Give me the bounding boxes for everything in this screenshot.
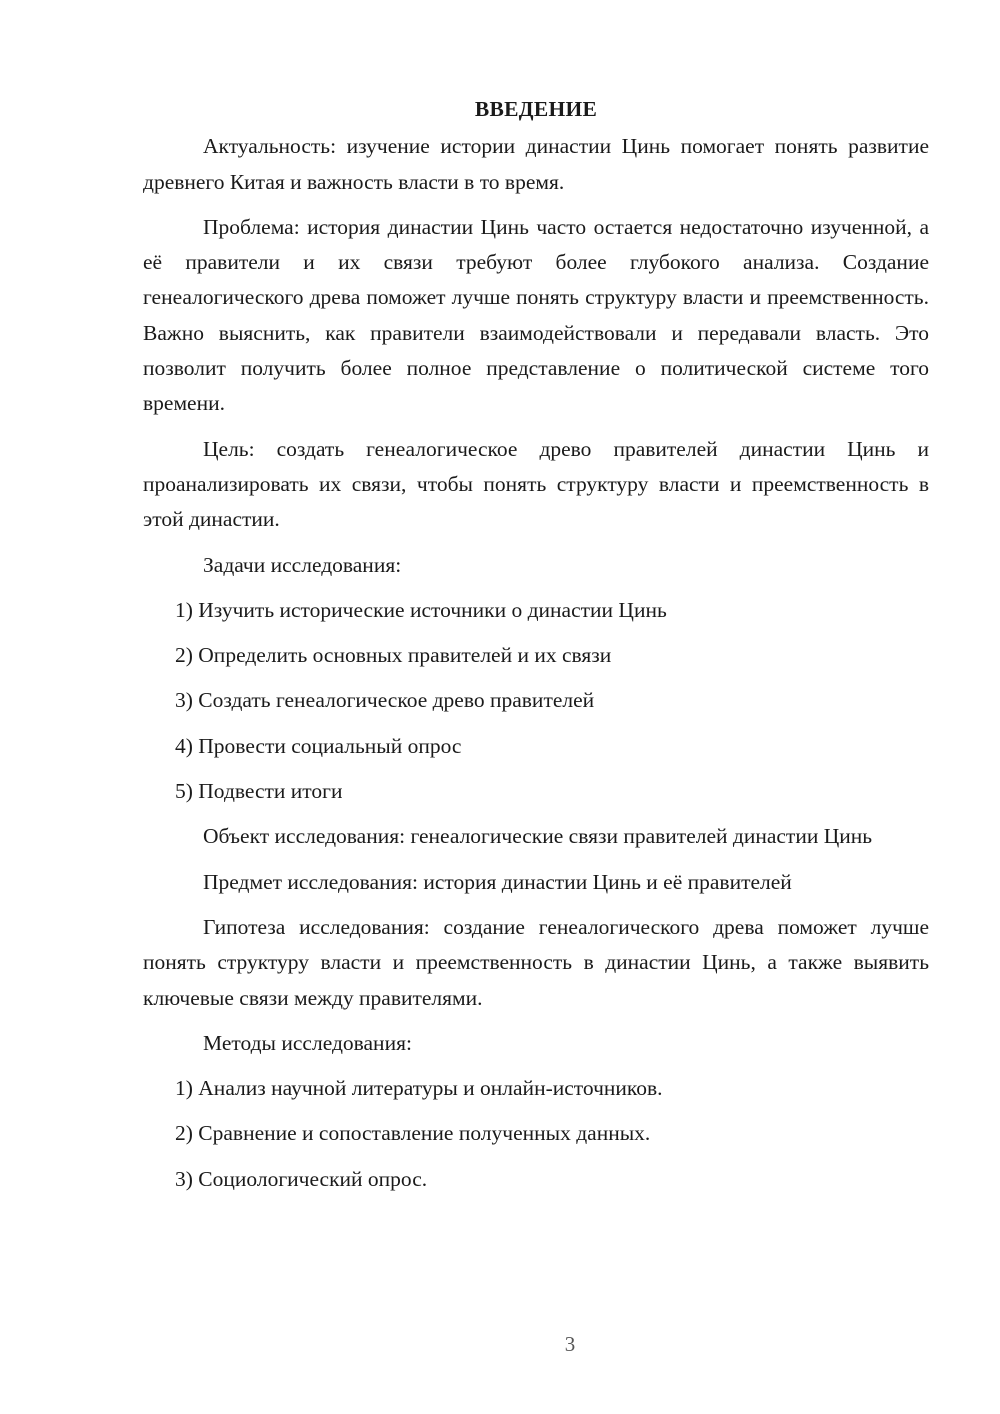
tasks-list [143,593,929,809]
problem-paragraph: Проблема: история династии Цинь часто остается недостаточно изученной, а её правители и их связи требуют более глубокого анализа. Создание генеалогического древа поможет лучше понять структуру власти и преемственность. Важно выяснить, как правители взаимодействовали и передавали власть. Это позволит получить более полное представление о политической системе того времени. [143,214,929,416]
relevance-paragraph: Актуальность: изучение истории династии Цинь помогает понять развитие древнего Китая и важность власти в то время. [143,134,929,194]
section-title: ВВЕДЕНИЕ [474,97,598,121]
goal-paragraph: Цель: создать генеалогическое древо правителей династии Цинь и проанализировать их связи, чтобы понять структуру власти и преемственность в этой династии. [143,436,929,532]
methods-heading: Методы исследования: [203,1030,412,1055]
object-paragraph: Объект исследования: генеалогические связи правителей династии Цинь [203,824,873,849]
list-item: 2) Определить основных правителей и их связи [175,643,612,668]
list-item: 1) Изучить исторические источники о династии Цинь [175,597,667,622]
list-item: 1) Анализ научной литературы и онлайн-источников. [175,1076,663,1101]
hypothesis-paragraph: Гипотеза исследования: создание генеалогического древа поможет лучше понять структуру власти и преемственность в династии Цинь, а также выявить ключевые связи между правителями. [143,914,929,1010]
list-item: 3) Социологический опрос. [175,1166,428,1191]
tasks-heading: Задачи исследования: [203,552,402,577]
document-body [143,92,929,1207]
list-item: 2) Сравнение и сопоставление полученных данных. [175,1121,651,1146]
list-item: 4) Провести социальный опрос [175,733,462,758]
list-item: 5) Подвести итоги [175,779,343,804]
subject-paragraph: Предмет исследования: история династии Цинь и её правителей [203,869,792,894]
methods-list [143,1071,929,1197]
page-number: 3 [564,1332,576,1356]
list-item: 3) Создать генеалогическое древо правителей [175,688,595,713]
